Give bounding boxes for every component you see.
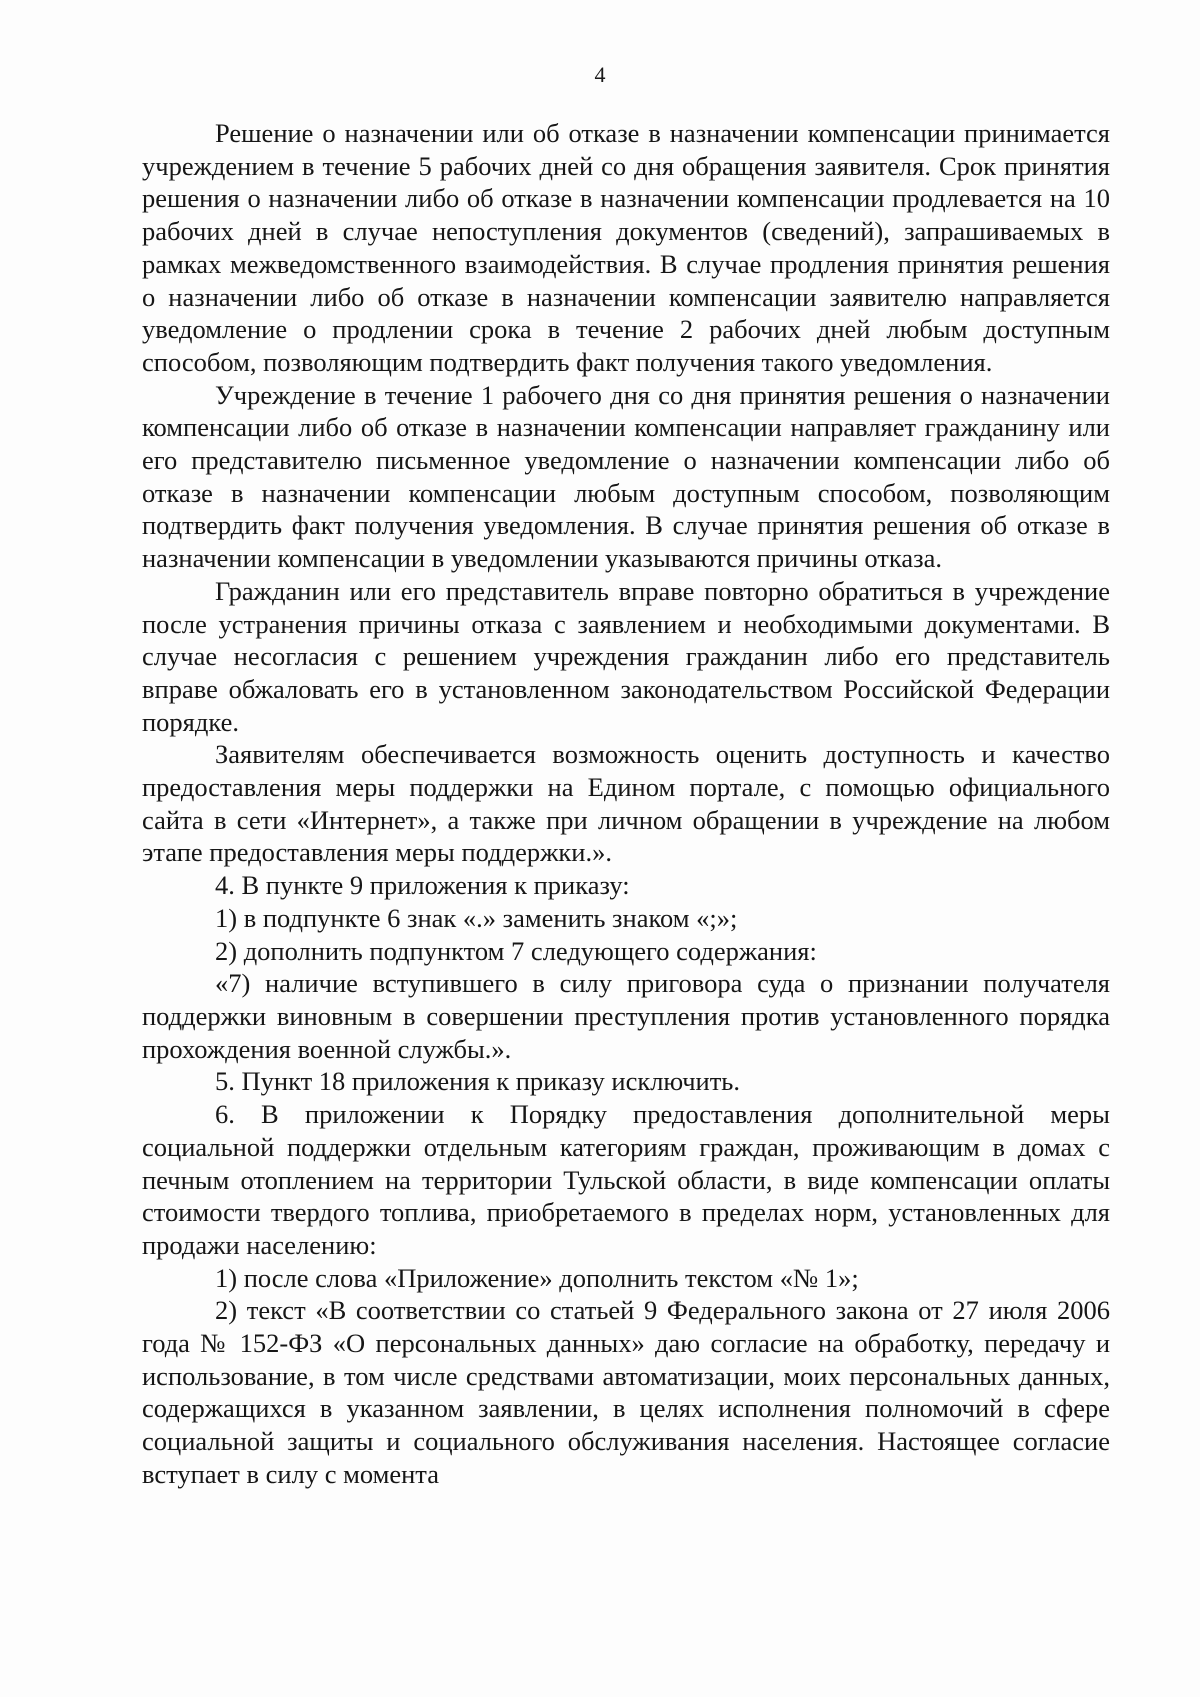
- paragraph-item-4: 4. В пункте 9 приложения к приказу:: [215, 870, 630, 901]
- paragraph-decision-timing: Решение о назначении или об отказе в назначении компенсации принимается учреждением в течение 5 рабочих дней со дня обращения заявителя. Срок принятия решения о назначении либо об отказе в назначении компенсации продлевается на 10 рабочих дней в случае непоступления документов (сведений), запрашиваемых в рамках межведомственного взаимодействия. В случае продления принятия решения о назначении либо об отказе в назначении компенсации заявителю направляется уведомление о продлении срока в течение 2 рабочих дней любым доступным способом, позволяющим подтвердить факт получения такого уведомления.: [142, 118, 1110, 377]
- page-number: 4: [594, 62, 606, 87]
- paragraph-item-4-sub-2: 2) дополнить подпунктом 7 следующего содержания:: [215, 935, 817, 966]
- paragraph-item-4-sub-7-text: «7) наличие вступившего в силу приговора суда о признании получателя поддержки виновным в совершении преступления против установленного порядка прохождения военной службы.».: [142, 968, 1110, 1064]
- paragraph-item-5: 5. Пункт 18 приложения к приказу исключить.: [215, 1066, 741, 1097]
- document-body: [142, 117, 1110, 1491]
- paragraph-item-6-sub-2: 2) текст «В соответствии со статьей 9 Федерального закона от 27 июля 2006 года № 152-ФЗ «О персональных данных» даю согласие на обработку, передачу и использование, в том числе средствами автоматизации, моих персональных данных, содержащихся в указанном заявлении, в целях исполнения полномочий в сфере социальной защиты и социального обслуживания населения. Настоящее согласие вступает в силу с момента: [142, 1295, 1110, 1489]
- paragraph-item-4-sub-1: 1) в подпункте 6 знак «.» заменить знаком «;»;: [215, 902, 738, 933]
- paragraph-quality-assessment: Заявителям обеспечивается возможность оценить доступность и качество предоставления меры поддержки на Едином портале, с помощью официального сайта в сети «Интернет», а также при личном обращении в учреждение на любом этапе предоставления меры поддержки.».: [142, 739, 1110, 868]
- paragraph-item-6-sub-1: 1) после слова «Приложение» дополнить текстом «№ 1»;: [215, 1262, 859, 1293]
- paragraph-reapplication: Гражданин или его представитель вправе повторно обратиться в учреждение после устранения причины отказа с заявлением и необходимыми документами. В случае несогласия с решением учреждения гражданин либо его представитель вправе обжаловать его в установленном законодательством Российской Федерации порядке.: [142, 575, 1110, 737]
- paragraph-item-6: 6. В приложении к Порядку предоставления дополнительной меры социальной поддержки отдельным категориям граждан, проживающим в домах с печным отоплением на территории Тульской области, в виде компенсации оплаты стоимости твердого топлива, приобретаемого в пределах норм, установленных для продажи населению:: [142, 1099, 1110, 1260]
- paragraph-notification: Учреждение в течение 1 рабочего дня со дня принятия решения о назначении компенсации либо об отказе в назначении компенсации направляет гражданину или его представителю письменное уведомление о назначении компенсации либо об отказе в назначении компенсации любым доступным способом, позволяющим подтвердить факт получения уведомления. В случае принятия решения об отказе в назначении компенсации в уведомлении указываются причины отказа.: [142, 379, 1110, 574]
